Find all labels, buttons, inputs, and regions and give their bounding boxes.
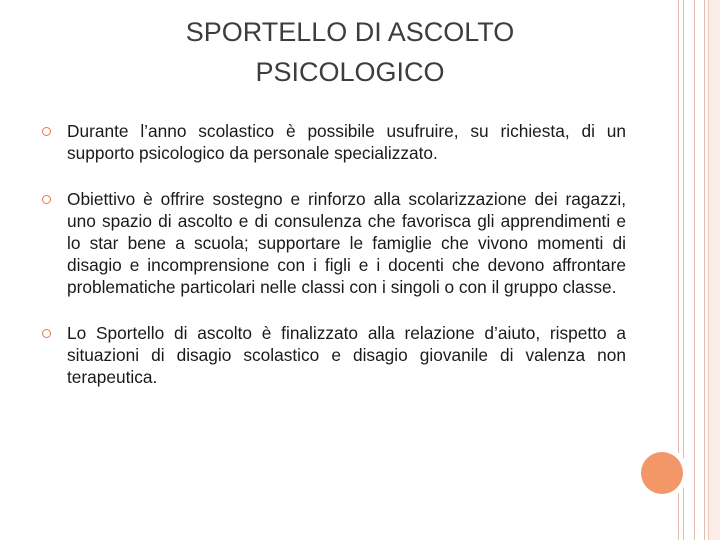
circle-bullet-icon <box>42 329 51 338</box>
bullet-item <box>40 120 626 164</box>
decorative-line <box>694 0 695 540</box>
slide-title-line-1: SPORTELLO DI ASCOLTO <box>185 17 515 47</box>
bullet-item <box>40 188 626 298</box>
bullet-item <box>40 322 626 388</box>
decorative-line <box>704 0 705 540</box>
bullet-text: Lo Sportello di ascolto è finalizzato alla relazione d’aiuto, rispetto a situazioni di disagio scolastico e disagio giovanile di valenza non terapeutica. <box>67 323 626 387</box>
circle-bullet-icon <box>42 195 51 204</box>
bullet-list <box>40 120 626 412</box>
slide-title-line-2: PSICOLOGICO <box>255 57 445 87</box>
bullet-text: Obiettivo è offrire sostegno e rinforzo alla scolarizzazione dei ragazzi, uno spazio di ascolto e di consulenza che favorisca gli apprendimenti e lo star bene a scuola; supportare le famiglie che vivono momenti di disagio e incomprensione con i figli e i docenti che devono affrontare problematiche particolari nelle classi con i singoli o con il gruppo classe. <box>67 189 626 297</box>
slide-title <box>40 12 660 92</box>
bullet-text: Durante l’anno scolastico è possibile usufruire, su richiesta, di un supporto psicologico da personale specializzato. <box>67 121 626 163</box>
circle-bullet-icon <box>42 127 51 136</box>
decorative-orange-circle <box>641 452 683 494</box>
decorative-edge-band <box>708 0 720 540</box>
